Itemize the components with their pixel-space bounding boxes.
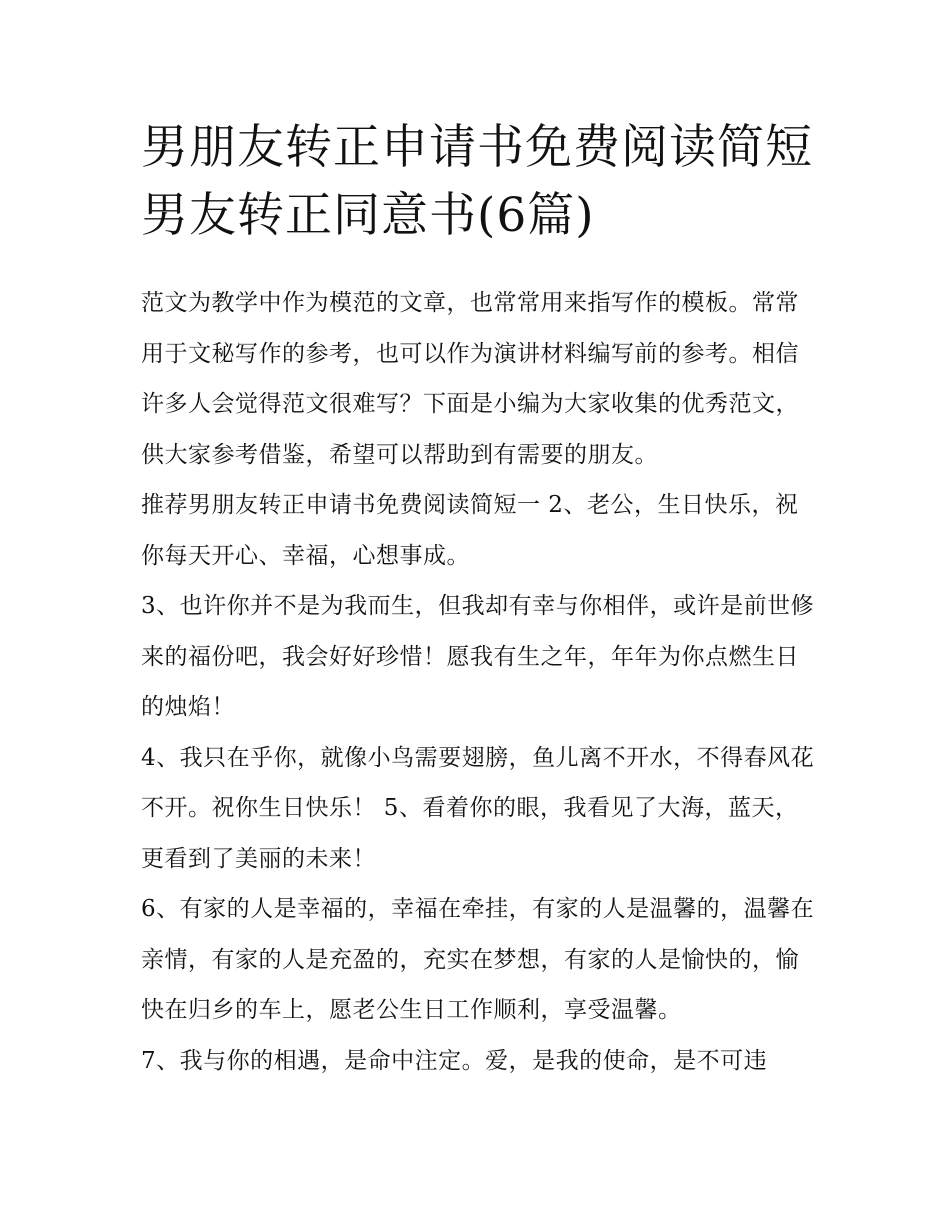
intro-paragraph: 范文为教学中作为模范的文章，也常常用来指写作的模板。常常用于文秘写作的参考，也可以作为演讲材料编写前的参考。相信许多人会觉得范文很难写？下面是小编为大家收集的优秀范文，供大家参考借鉴，希望可以帮助到有需要的朋友。 <box>141 290 799 468</box>
paragraph-4: 4、我只在乎你，就像小鸟需要翅膀，鱼儿离不开水，不得春风花不开。祝你生日快乐！ 5、看着你的眼，我看见了大海，蓝天，更看到了美丽的未来！ <box>141 744 815 872</box>
document-body <box>141 278 821 1086</box>
paragraph-7: 7、我与你的相遇，是命中注定。爱，是我的使命，是不可违 <box>141 1047 768 1074</box>
document-title: 男朋友转正申请书免费阅读简短 男友转正同意书(6篇) <box>141 120 813 243</box>
paragraph-3: 3、也许你并不是为我而生，但我却有幸与你相伴，或许是前世修来的福份吧，我会好好珍惜！愿我有生之年，年年为你点燃生日的烛焰！ <box>141 593 815 720</box>
paragraph-6: 6、有家的人是幸福的，幸福在牵挂，有家的人是温馨的，温馨在亲情，有家的人是充盈的，充实在梦想，有家的人是愉快的，愉快在归乡的车上，愿老公生日工作顺利，享受温馨。 <box>141 896 815 1023</box>
paragraph-2: 推荐男朋友转正申请书免费阅读简短一 2、老公，生日快乐，祝你每天开心、幸福，心想事成。 <box>141 492 799 569</box>
